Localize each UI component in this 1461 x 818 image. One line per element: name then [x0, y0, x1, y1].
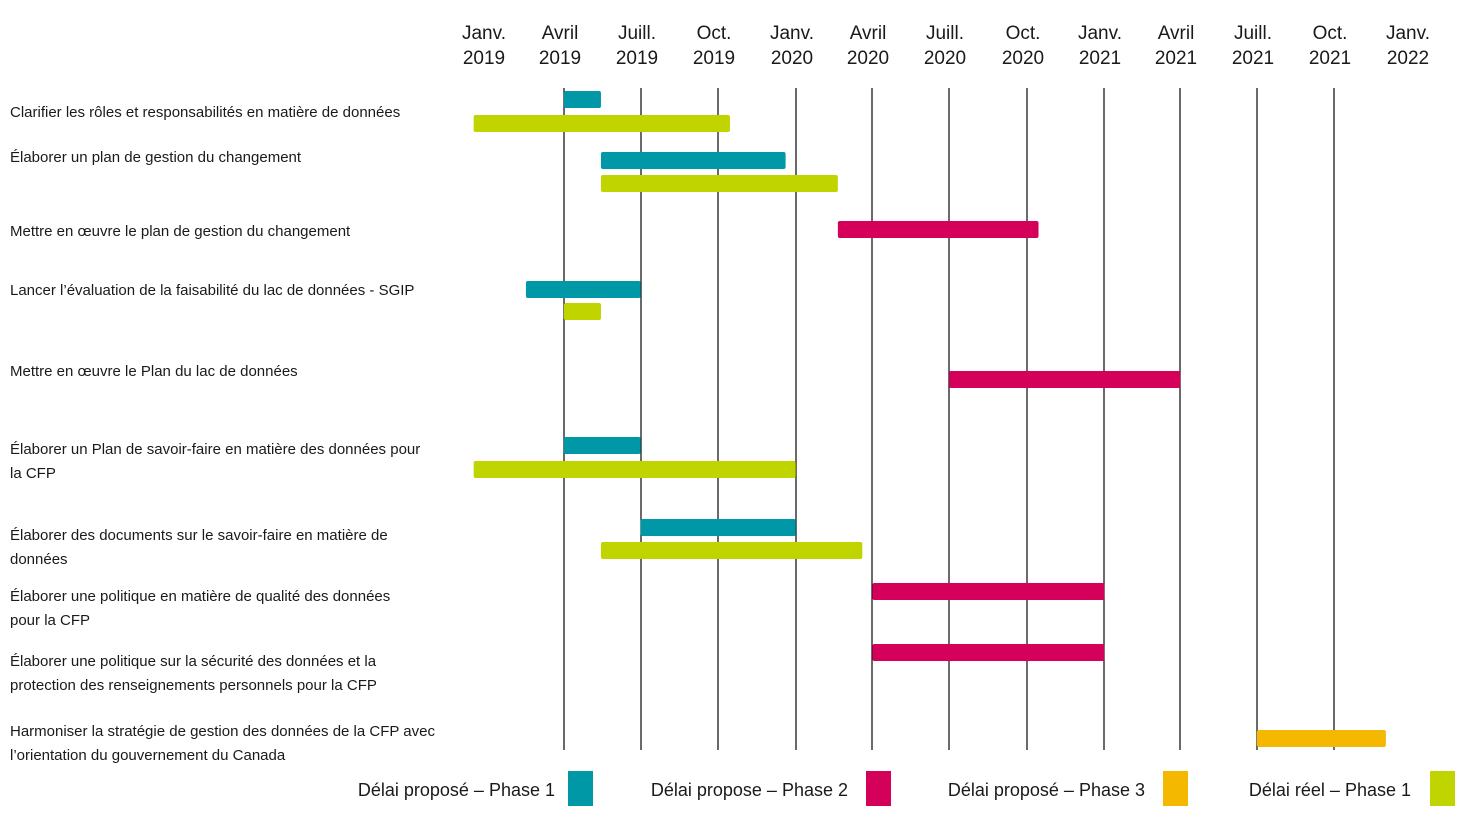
x-tick-label: 2020 [770, 48, 814, 69]
x-tick-label: Janv. [769, 23, 815, 44]
task-label: la CFP [10, 465, 56, 482]
x-tick-label: 2019 [615, 48, 659, 69]
gantt-bar-actual-phase1 [474, 461, 796, 478]
task-label: Élaborer un plan de gestion du changement [10, 149, 302, 166]
gantt-bar-proposed-phase1 [564, 91, 601, 108]
gantt-bar-actual-phase1 [601, 175, 838, 192]
gantt-bar-proposed-phase2 [872, 644, 1104, 661]
gantt-bar-actual-phase1 [564, 303, 601, 320]
x-tick-label: 2021 [1231, 48, 1275, 69]
x-tick-label: 2019 [692, 48, 736, 69]
x-tick-label: 2021 [1078, 48, 1122, 69]
legend-swatch [568, 771, 593, 806]
x-axis-ticks [462, 23, 1430, 69]
x-tick-label: Oct. [1005, 23, 1041, 44]
gantt-bar-actual-phase1 [474, 115, 730, 132]
gantt-bar-proposed-phase3 [1257, 730, 1386, 747]
x-tick-label: 2021 [1308, 48, 1352, 69]
x-tick-label: Juill. [1233, 23, 1273, 44]
x-tick-label: Juill. [617, 23, 657, 44]
x-tick-label: 2021 [1154, 48, 1198, 69]
x-tick-label: Oct. [696, 23, 732, 44]
gantt-bar-proposed-phase2 [838, 221, 1039, 238]
x-tick-label: Janv. [1077, 23, 1123, 44]
x-tick-label: 2020 [1001, 48, 1045, 69]
gantt-bar-proposed-phase1 [641, 519, 796, 536]
task-label: protection des renseignements personnels pour la CFP [10, 677, 377, 694]
legend-label: Délai proposé – Phase 3 [947, 780, 1145, 800]
x-tick-label: Oct. [1312, 23, 1348, 44]
x-tick-label: Avril [541, 23, 579, 44]
legend-swatch [1163, 771, 1188, 806]
task-label: l’orientation du gouvernement du Canada [10, 747, 286, 764]
legend [358, 771, 1455, 806]
gantt-bar-proposed-phase2 [949, 371, 1180, 388]
x-tick-label: Janv. [1385, 23, 1431, 44]
x-tick-label: Avril [849, 23, 887, 44]
gantt-bar-proposed-phase1 [526, 281, 641, 298]
task-label: données [10, 551, 68, 568]
task-label: Lancer l’évaluation de la faisabilité du lac de données - SGIP [10, 282, 415, 299]
gantt-bar-proposed-phase2 [872, 583, 1104, 600]
gantt-bar-proposed-phase1 [564, 437, 641, 454]
task-label: Clarifier les rôles et responsabilités en matière de données [10, 104, 401, 121]
x-tick-label: 2022 [1386, 48, 1430, 69]
task-label: Harmoniser la stratégie de gestion des données de la CFP avec [10, 723, 435, 740]
task-labels [10, 104, 435, 764]
task-label: Élaborer une politique sur la sécurité des données et la [10, 653, 377, 670]
task-bars [474, 91, 1386, 747]
x-tick-label: 2020 [846, 48, 890, 69]
task-label: Mettre en œuvre le Plan du lac de données [10, 363, 298, 380]
x-tick-label: Avril [1157, 23, 1195, 44]
legend-label: Délai réel – Phase 1 [1248, 780, 1411, 800]
legend-label: Délai propose – Phase 2 [650, 780, 848, 800]
legend-swatch [1430, 771, 1455, 806]
x-tick-label: Juill. [925, 23, 965, 44]
task-label: Élaborer une politique en matière de qualité des données [10, 588, 391, 605]
x-tick-label: 2020 [923, 48, 967, 69]
x-tick-label: 2019 [462, 48, 506, 69]
task-label: Élaborer des documents sur le savoir-faire en matière de [10, 527, 388, 544]
x-tick-label: Janv. [461, 23, 507, 44]
legend-swatch [866, 771, 891, 806]
task-label: Mettre en œuvre le plan de gestion du changement [10, 223, 351, 240]
task-label: Élaborer un Plan de savoir-faire en matière des données pour [10, 441, 421, 458]
x-tick-label: 2019 [538, 48, 582, 69]
legend-label: Délai proposé – Phase 1 [357, 780, 555, 800]
gantt-bar-proposed-phase1 [601, 152, 786, 169]
gantt-bar-actual-phase1 [601, 542, 862, 559]
task-label: pour la CFP [10, 612, 91, 629]
